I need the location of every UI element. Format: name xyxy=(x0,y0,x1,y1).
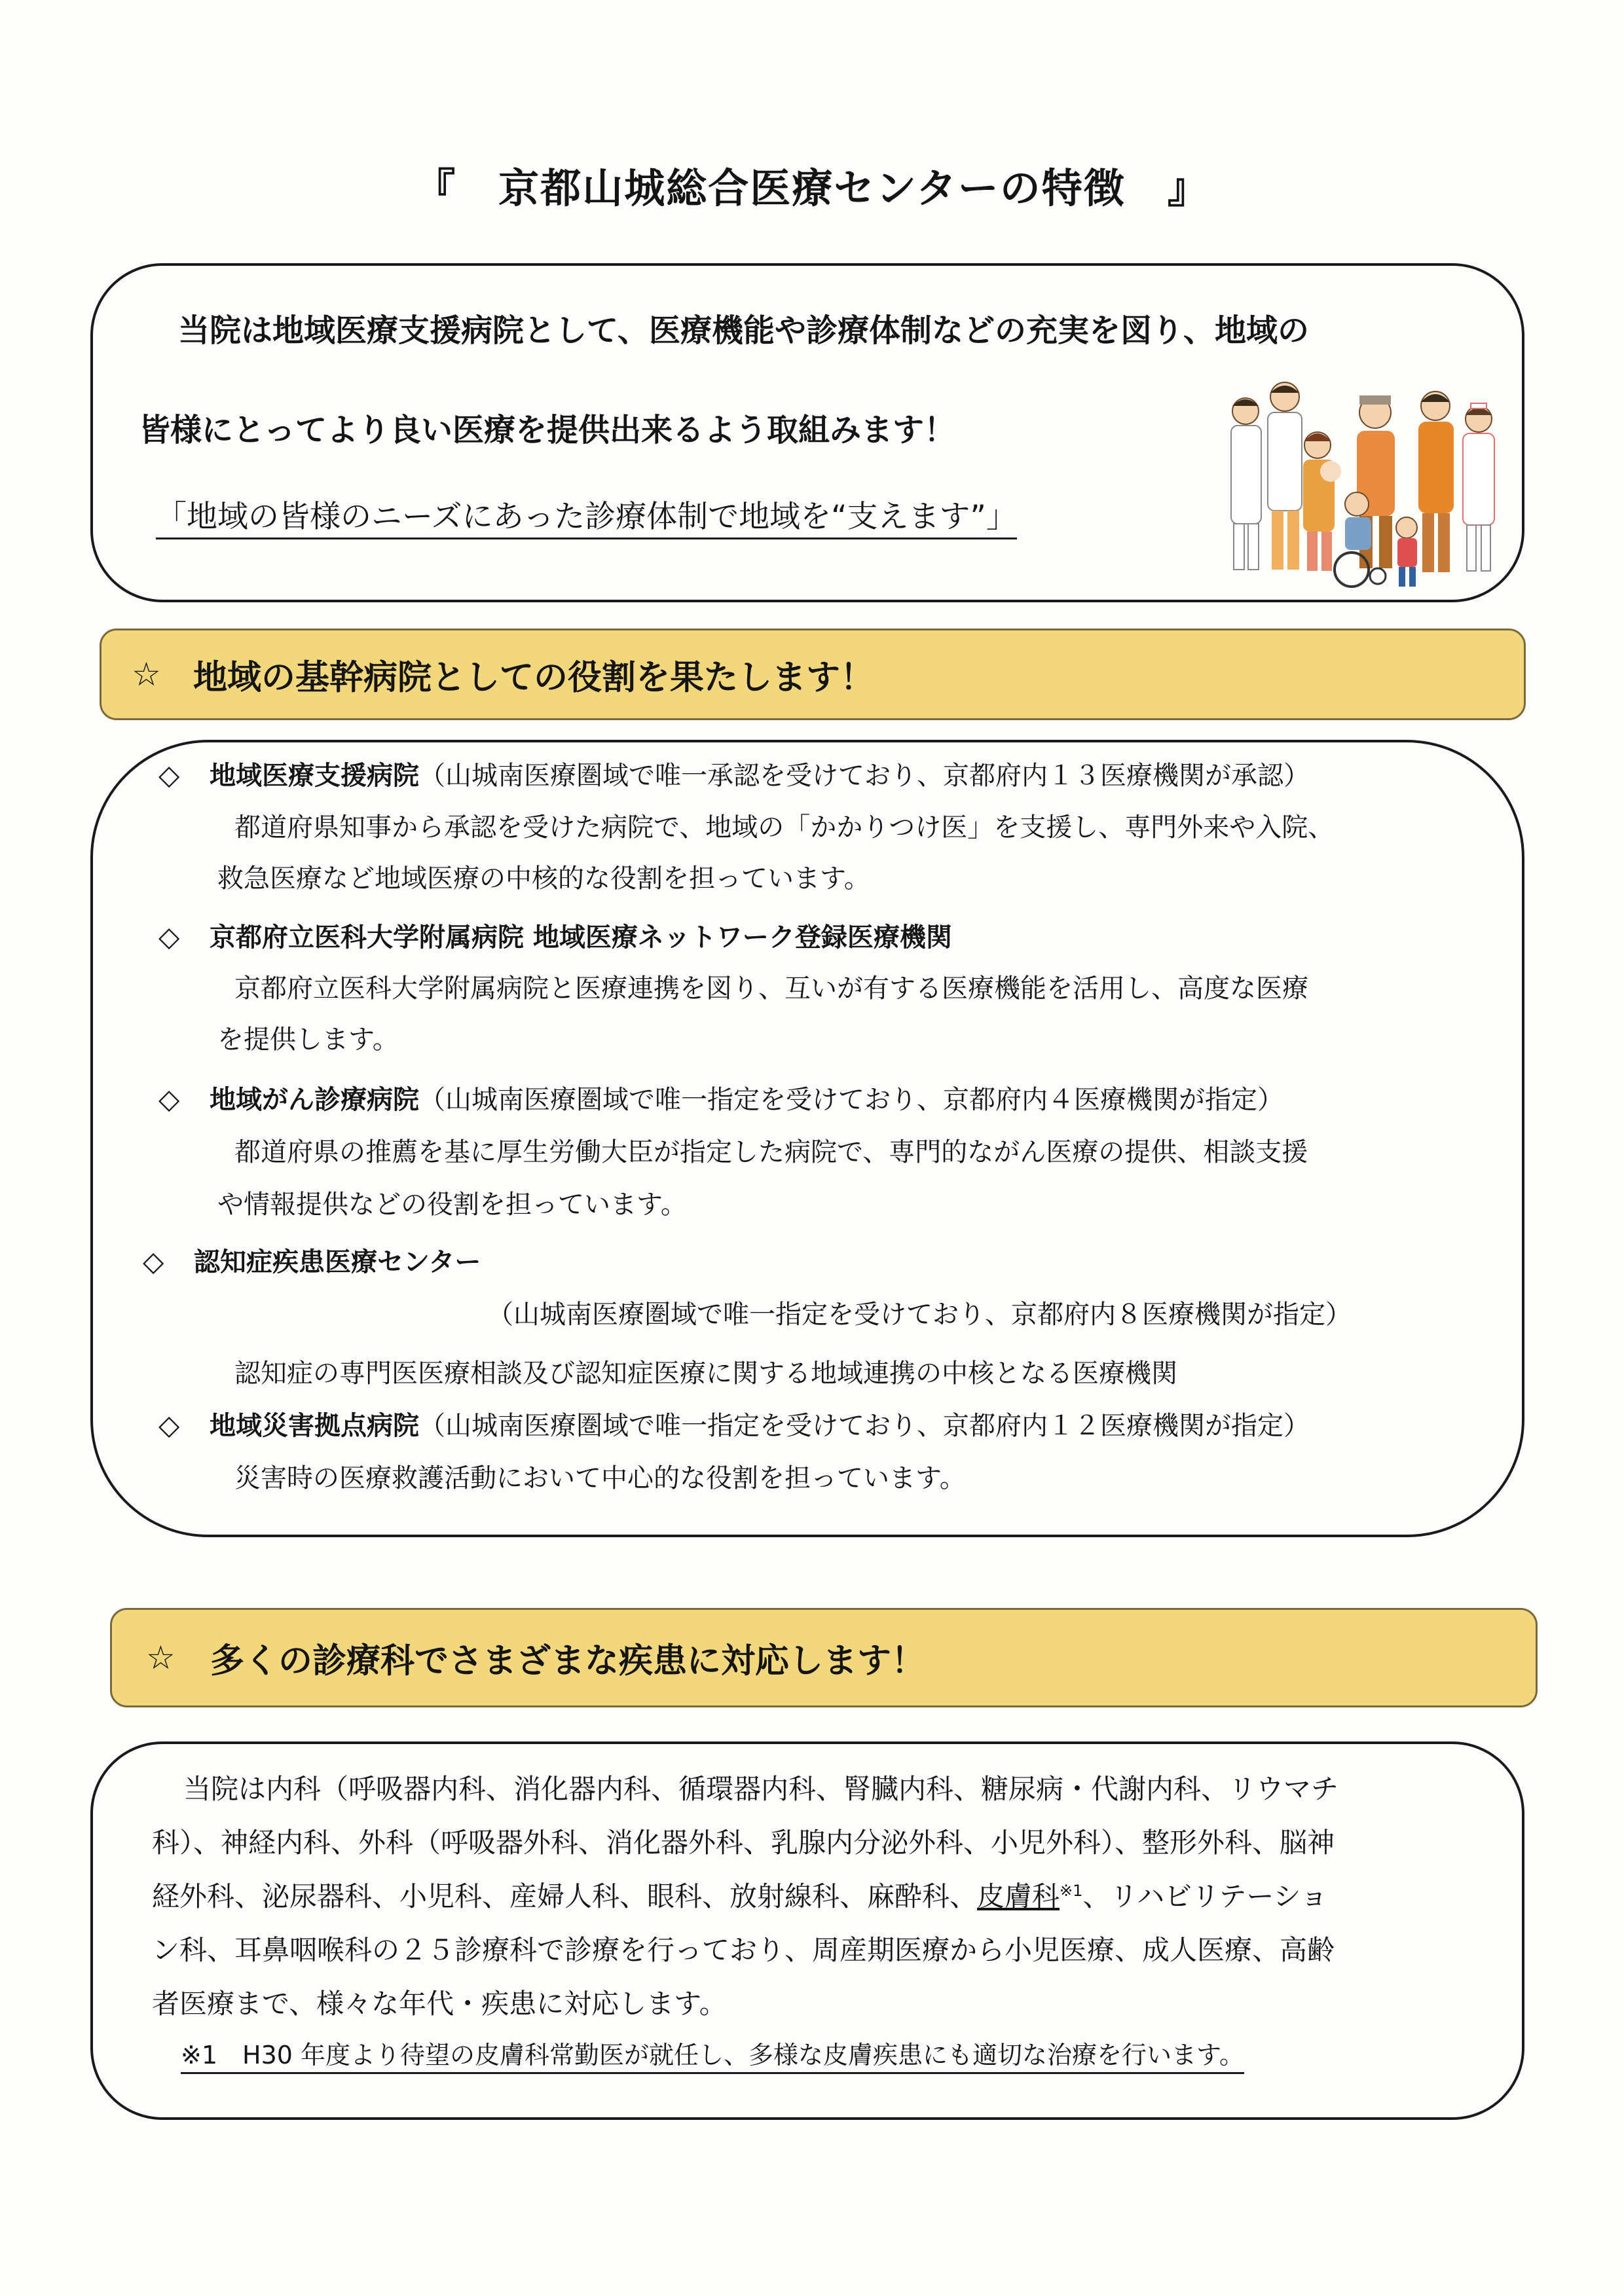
role-name: 地域がん診療病院 xyxy=(210,1085,419,1115)
role-item-heading xyxy=(158,1079,1283,1116)
role-desc-line: 災害時の医療救護活動において中心的な役割を担っています。 xyxy=(234,1463,966,1493)
role-name: 京都府立医科大学附属病院 地域医療ネットワーク登録医療機関 xyxy=(210,922,952,953)
departments-line: 科）、神経内科、外科（呼吸器外科、消化器外科、乳腺内分泌外科、小児外科）、整形外科、脳神 xyxy=(152,1827,1335,1859)
page-title: 『 京都山城総合医療センターの特徴 』 xyxy=(415,164,1209,212)
role-desc-line: 救急医療など地域医療の中核的な役割を担っています。 xyxy=(217,864,870,894)
diamond-bullet-icon: ◇ xyxy=(158,1409,180,1441)
role-desc-line: 京都府立医科大学附属病院と医療連携を図り、互いが有する医療機能を活用し、高度な医療 xyxy=(234,974,1308,1004)
footnote: ※1 H30 年度より待望の皮膚科常勤医が就任し、多様な皮膚疾患にも適切な治療を行います。 xyxy=(181,2035,1244,2074)
role-item-heading xyxy=(158,1405,1310,1442)
diamond-bullet-icon: ◇ xyxy=(158,759,180,791)
staff-family-illustration xyxy=(1219,373,1507,596)
role-item-heading xyxy=(158,917,952,954)
role-item-heading xyxy=(143,1241,481,1279)
role-name: 地域医療支援病院 xyxy=(210,761,419,791)
role-desc-line: や情報提供などの役割を担っています。 xyxy=(217,1190,687,1220)
dermatology-underlined: 皮膚科 xyxy=(977,1880,1060,1912)
intro-line-2: 皆様にとってより良い医療を提供出来るよう取組みます！ xyxy=(139,412,956,448)
role-desc-line: 都道府県の推薦を基に厚生労働大臣が指定した病院で、専門的ながん医療の提供、相談支援 xyxy=(234,1137,1308,1167)
role-desc-line: 認知症の専門医医療相談及び認知症医療に関する地域連携の中核となる医療機関 xyxy=(234,1358,1177,1389)
departments-line-tail: 、リハビリテーショ xyxy=(1082,1880,1328,1912)
section-1-heading: 地域の基幹病院としての役割を果たします！ xyxy=(193,658,875,698)
role-note-line: （山城南医療圏域で唯一指定を受けており、京都府内８医療機関が指定） xyxy=(487,1300,1352,1330)
section-1-banner xyxy=(100,629,1526,720)
departments-line: 当院は内科（呼吸器内科、消化器内科、循環器内科、腎臓内科、糖尿病・代謝内科、リウマチ xyxy=(183,1773,1339,1805)
section-2-heading: 多くの診療科でさまざまな疾患に対応します！ xyxy=(210,1641,926,1681)
role-item-heading xyxy=(158,755,1310,792)
role-name: 地域災害拠点病院 xyxy=(210,1411,419,1441)
star-icon: ☆ xyxy=(146,1639,175,1677)
diamond-bullet-icon: ◇ xyxy=(158,1083,180,1115)
departments-line: ン科、耳鼻咽喉科の２５診療科で診療を行っており、周産期医療から小児医療、成人医療、高齢 xyxy=(152,1934,1335,1966)
departments-line: 者医療まで、様々な年代・疾患に対応します。 xyxy=(152,1988,727,2020)
departments-line-text: 経外科、泌尿器科、小児科、産婦人科、眼科、放射線科、麻酔科、 xyxy=(152,1880,978,1912)
role-desc-line: を提供します。 xyxy=(217,1025,399,1055)
role-desc-line: 都道府県知事から承認を受けた病院で、地域の「かかりつけ医」を支援し、専門外来や入院、 xyxy=(234,812,1335,843)
slogan: 「地域の皆様のニーズにあった診療体制で地域を“支えます”」 xyxy=(156,492,1017,539)
intro-line-1: 当院は地域医療支援病院として、医療機能や診療体制などの充実を図り、地域の xyxy=(178,312,1310,349)
footnote-marker: ※1 xyxy=(1060,1882,1083,1900)
role-note: （山城南医療圏域で唯一承認を受けており、京都府内１３医療機関が承認） xyxy=(419,761,1310,791)
departments-line xyxy=(152,1875,1328,1914)
section-2-banner xyxy=(110,1608,1538,1707)
role-name: 認知症疾患医療センター xyxy=(194,1247,481,1277)
star-icon: ☆ xyxy=(132,655,161,693)
diamond-bullet-icon: ◇ xyxy=(143,1245,164,1277)
role-note: （山城南医療圏域で唯一指定を受けており、京都府内１２医療機関が指定） xyxy=(419,1411,1310,1441)
role-note: （山城南医療圏域で唯一指定を受けており、京都府内４医療機関が指定） xyxy=(419,1085,1283,1115)
diamond-bullet-icon: ◇ xyxy=(158,920,180,953)
